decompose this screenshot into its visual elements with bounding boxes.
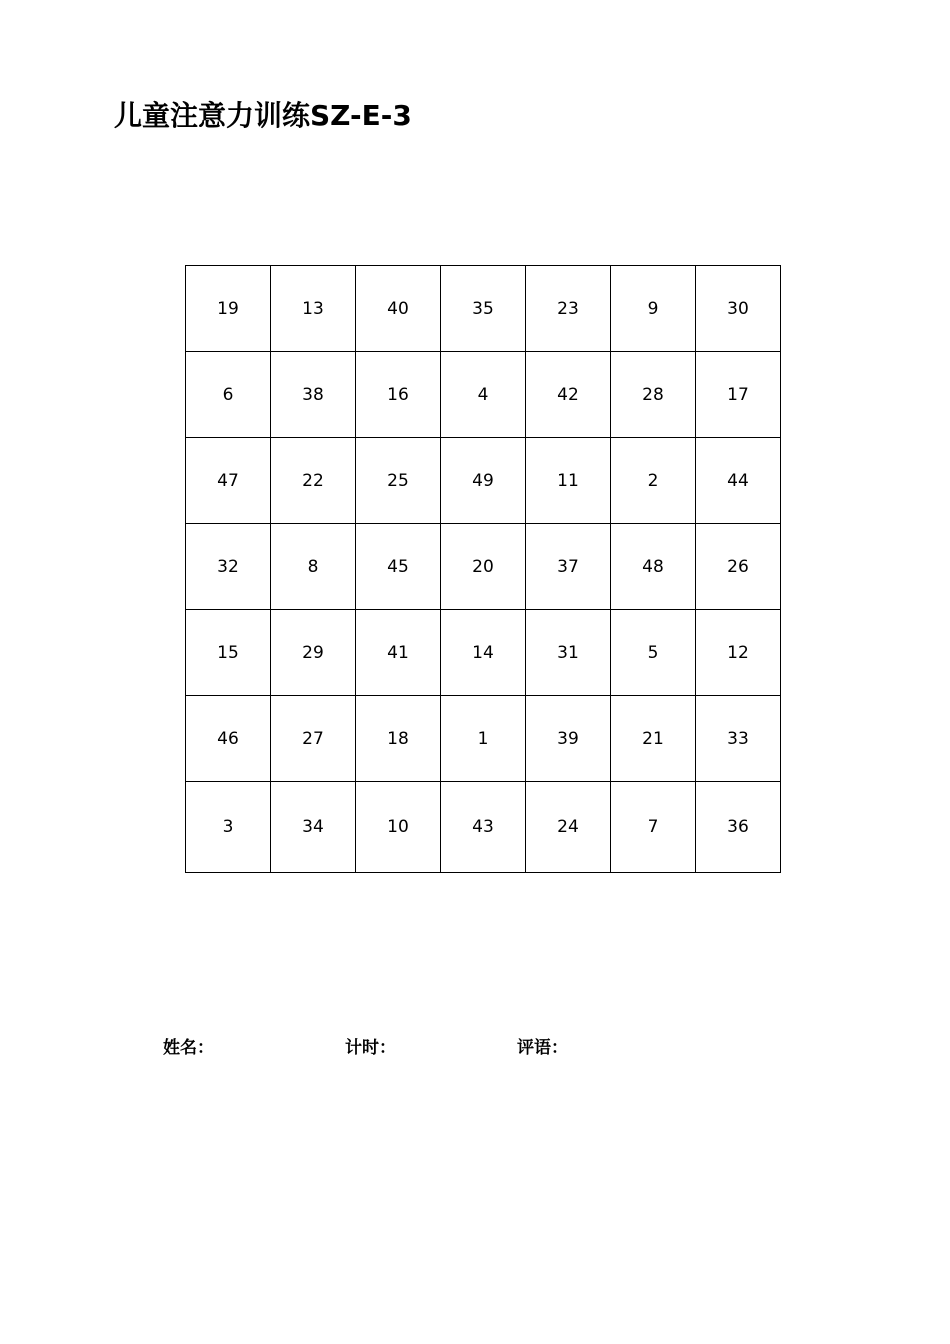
grid-cell: 4 xyxy=(441,352,526,438)
name-label: 姓名： xyxy=(163,1038,214,1058)
grid-cell: 40 xyxy=(356,266,441,352)
time-label: 计时： xyxy=(345,1038,396,1058)
grid-cell: 49 xyxy=(441,438,526,524)
grid-cell: 25 xyxy=(356,438,441,524)
grid-cell: 33 xyxy=(696,696,781,782)
grid-cell: 46 xyxy=(186,696,271,782)
grid-cell: 29 xyxy=(271,610,356,696)
comment-label: 评语： xyxy=(517,1038,568,1058)
grid-cell: 19 xyxy=(186,266,271,352)
grid-cell: 28 xyxy=(611,352,696,438)
grid-cell: 31 xyxy=(526,610,611,696)
grid-cell: 9 xyxy=(611,266,696,352)
grid-cell: 36 xyxy=(696,782,781,873)
grid-row xyxy=(186,782,781,873)
number-grid xyxy=(185,265,781,873)
grid-cell: 10 xyxy=(356,782,441,873)
grid-cell: 24 xyxy=(526,782,611,873)
grid-cell: 12 xyxy=(696,610,781,696)
grid-cell: 14 xyxy=(441,610,526,696)
grid-cell: 3 xyxy=(186,782,271,873)
grid-cell: 17 xyxy=(696,352,781,438)
grid-cell: 45 xyxy=(356,524,441,610)
grid-cell: 16 xyxy=(356,352,441,438)
grid-cell: 2 xyxy=(611,438,696,524)
grid-cell: 1 xyxy=(441,696,526,782)
grid-row xyxy=(186,352,781,438)
grid-cell: 42 xyxy=(526,352,611,438)
grid-cell: 20 xyxy=(441,524,526,610)
grid-cell: 47 xyxy=(186,438,271,524)
grid-cell: 32 xyxy=(186,524,271,610)
page-title: 儿童注意力训练SZ-E-3 xyxy=(114,99,412,132)
grid-cell: 7 xyxy=(611,782,696,873)
grid-cell: 44 xyxy=(696,438,781,524)
grid-cell: 5 xyxy=(611,610,696,696)
grid-row xyxy=(186,610,781,696)
grid-row xyxy=(186,696,781,782)
grid-cell: 11 xyxy=(526,438,611,524)
grid-row xyxy=(186,438,781,524)
number-grid-body xyxy=(186,266,781,873)
grid-cell: 6 xyxy=(186,352,271,438)
grid-cell: 18 xyxy=(356,696,441,782)
grid-cell: 43 xyxy=(441,782,526,873)
grid-cell: 38 xyxy=(271,352,356,438)
grid-cell: 37 xyxy=(526,524,611,610)
grid-cell: 34 xyxy=(271,782,356,873)
grid-cell: 22 xyxy=(271,438,356,524)
grid-cell: 30 xyxy=(696,266,781,352)
grid-cell: 21 xyxy=(611,696,696,782)
footer-fields xyxy=(0,1034,950,1064)
grid-cell: 13 xyxy=(271,266,356,352)
grid-cell: 8 xyxy=(271,524,356,610)
grid-cell: 41 xyxy=(356,610,441,696)
grid-row xyxy=(186,524,781,610)
grid-cell: 15 xyxy=(186,610,271,696)
grid-cell: 48 xyxy=(611,524,696,610)
grid-cell: 23 xyxy=(526,266,611,352)
grid-cell: 35 xyxy=(441,266,526,352)
grid-cell: 27 xyxy=(271,696,356,782)
grid-row xyxy=(186,266,781,352)
grid-cell: 26 xyxy=(696,524,781,610)
grid-cell: 39 xyxy=(526,696,611,782)
